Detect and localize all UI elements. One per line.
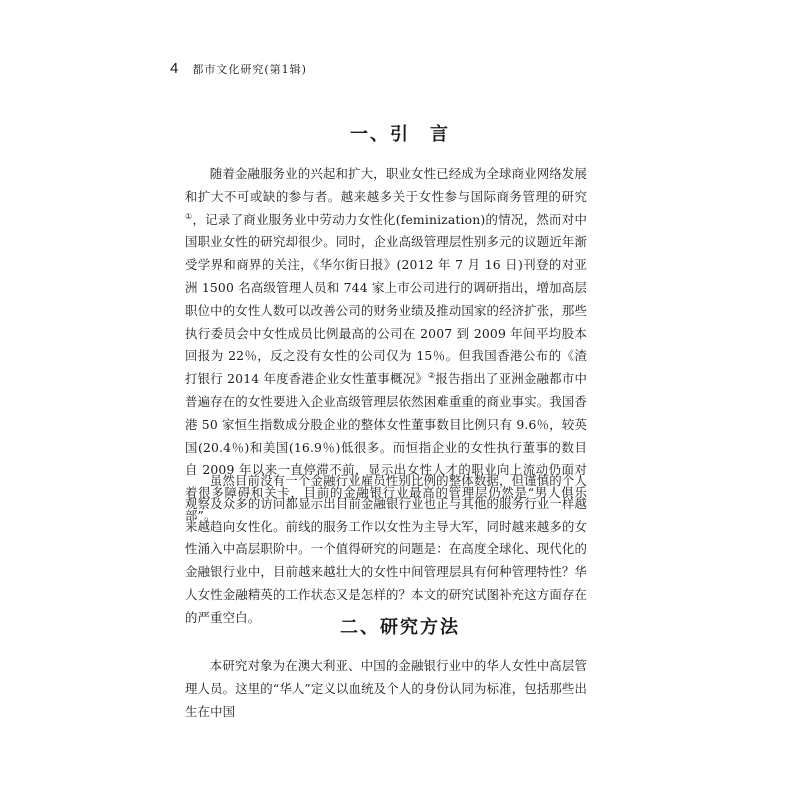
paragraph-text: 报告指出了亚洲金融都市中普遍存在的女性要进入企业高级管理层依然困难重重的商业事实。我国香港 50 家恒生指数成分股企业的整体女性董事数目比例只有 9.6％，较英国(20.4％)和美国(16.9％)低很多。而恒指企业的女性执行董事的数目自 2009 年以来一直停滞不前，显示出女性人才的职业向上流动仍面对着很多障碍和关卡，目前的金融银行业最高的管理层仍然是“男人俱乐部”。: [185, 371, 587, 523]
paragraph-text: 本研究对象为在澳大利亚、中国的金融银行业中的华人女性中高层管理人员。这里的“华人”定义以血统及个人的身份认同为标准，包括那些出生在中国: [185, 658, 587, 719]
paragraph-text: ，记录了商业服务业中劳动力女性化(feminization)的情况，然而对中国职业女性的研究却很少。同时，企业高级管理层性别多元的议题近年渐受学界和商界的关注，《华尔街日报》(2012 年 7 月 16 日)刊登的对亚洲 1500 名高级管理人员和 744 家上市公司进行的调研指出，增加高层职位中的女性人数可以改善公司的财务业绩及推动国家的经济扩张，那些执行委员会中女性成员比例最高的公司在 2007 到 2009 年间平均股本回报为 22％，反之没有女性的公司仅为 15％。但我国香港公布的《渣打银行 2014 年度香港企业女性董事概况》: [185, 211, 587, 387]
footnote-ref: ②: [427, 371, 436, 381]
paragraph-text: 虽然目前没有一个金融行业雇员性别比例的整体数据，但谨慎的个人观察及众多的访问都显示出目前金融银行业也正与其他的服务行业一样越来越趋向女性化。前线的服务工作以女性为主导大军，同时越来越多的女性涌入中高层职阶中。一个值得研究的问题是：在高度全球化、现代化的金融银行业中，目前越来越壮大的女性中间管理层具有何种管理特性？华人女性金融精英的工作状态又是怎样的？本文的研究试图补充这方面存在的严重空白。: [185, 473, 587, 625]
page-number: 4: [170, 60, 179, 77]
body-paragraph: [185, 470, 587, 630]
section-heading-methods: 二、研究方法: [340, 617, 460, 638]
section-heading-introduction: 一、引 言: [350, 124, 450, 145]
body-paragraph: [185, 655, 587, 723]
running-title: 都市文化研究(第1辑): [192, 63, 307, 76]
page-header: [170, 60, 307, 82]
paragraph-text: 随着金融服务业的兴起和扩大，职业女性已经成为全球商业网络发展和扩大不可或缺的参与者。越来越多关于女性参与国际商务管理的研究: [185, 166, 587, 204]
footnote-ref: ①: [185, 211, 193, 221]
